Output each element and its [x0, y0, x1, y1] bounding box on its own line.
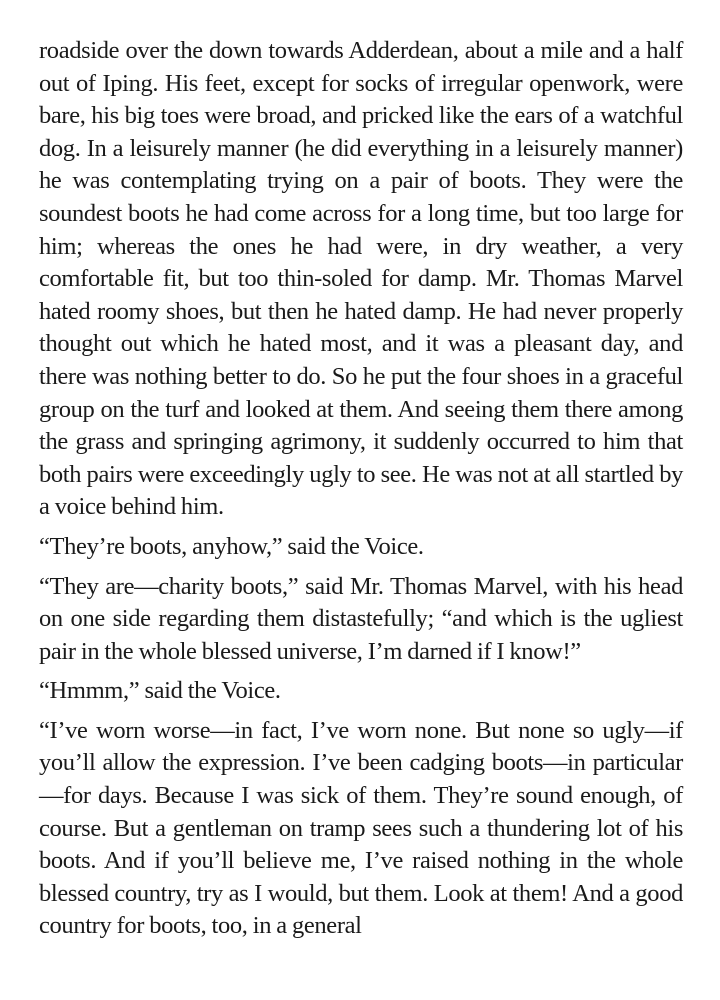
paragraph-dialogue-voice-2: “Hmmm,” said the Voice.	[39, 677, 281, 705]
paragraph-narration: roadside over the down towards Adderdean, about a mile and a half out of Iping. His feet, except for socks of irregular openwork, were bare, his big toes were broad, and pricked like the ears of a watchful dog. In a leisurely manner (he did everything in a leisurely manner) he was contemplating trying on a pair of boots. They were the soundest boots he had come across for a long time, but too large for him; whereas the ones he had were, in dry weather, a very comfortable fit, but too thin-soled for damp. Mr. Thomas Marvel hated roomy shoes, but then he hated damp. He had never properly thought out which he hated most, and it was a pleasant day, and there was nothing better to do. So he put the four shoes in a graceful group on the turf and looked at them. And seeing them there among the grass and springing agrimony, it suddenly occurred to him that both pairs were exceedingly ugly to see. He was not at all startled by a voice behind him.	[39, 37, 683, 521]
paragraph-dialogue-voice-1: “They’re boots, anyhow,” said the Voice.	[39, 532, 424, 560]
paragraph-dialogue-marvel-1: “They are—charity boots,” said Mr. Thomas Marvel, with his head on one side regarding them distastefully; “and which is the ugliest pair in the whole blessed universe, I’m darned if I know!”	[39, 572, 683, 665]
book-page-text	[39, 35, 683, 950]
paragraph-dialogue-marvel-2: “I’ve worn worse—in fact, I’ve worn none. But none so ugly—if you’ll allow the expression. I’ve been cadging boots—in particular—for days. Because I was sick of them. They’re sound enough, of course. But a gentleman on tramp sees such a thundering lot of his boots. And if you’ll believe me, I’ve raised nothing in the whole blessed country, try as I would, but them. Look at them! And a good country for boots, too, in a general	[39, 716, 683, 940]
